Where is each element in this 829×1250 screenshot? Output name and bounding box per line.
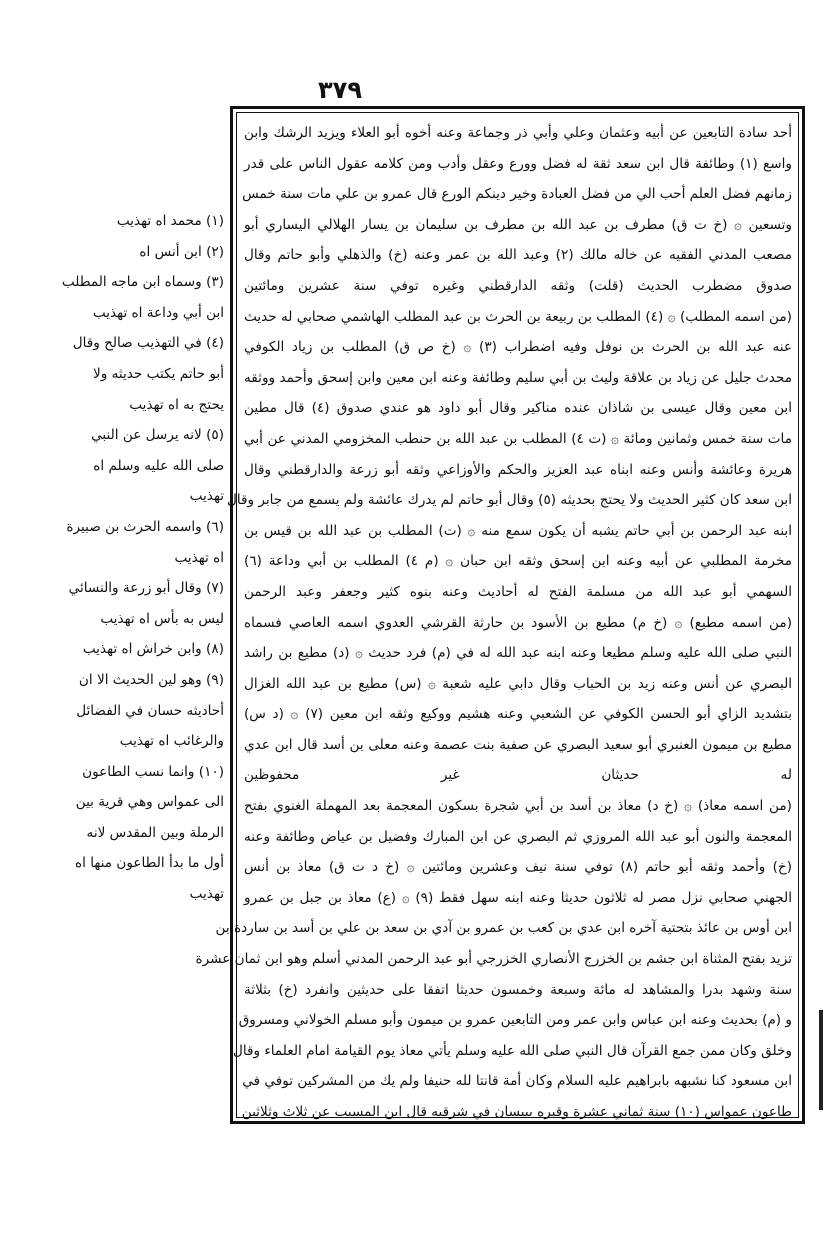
- main-text-line: مصعب المدني الفقيه عن خاله مالك (٢) وعبد الله بن عمر وعنه (خ) والذهلي وأبو حاتم وقال: [244, 247, 793, 264]
- main-text-line: بتشديد الزاي أبو الحسن الكوفي عن الشعبي وعنه هشيم ووكيع وثقه ابن معين (٧) ۞ (د س): [244, 706, 792, 723]
- footnote-line: والرغائب اه تهذيب: [119, 733, 224, 750]
- main-text-line: (من اسمه المطلب) ۞ (٤) المطلب بن ربيعة بن الحرث بن عبد المطلب الهاشمي صحابي له حديث: [244, 308, 792, 325]
- main-text-line: المعجمة والنون أبو عبد الله المروزي ثم البصري عن ابن المبارك وفضيل بن عياض وطائفة وعنه: [244, 828, 792, 845]
- main-text-line: أحد سادة التابعين عن أبيه وعثمان وعلي وأبي ذر وجماعة وعنه أخوه أبو العلاء ويزيد الرشك وابن: [244, 125, 792, 141]
- main-text-line: ابنه عبد الرحمن بن أبي حاتم يشبه أن يكون سمع منه ۞ (ت) المطلب بن عبد الله بن قيس بن: [244, 522, 792, 539]
- footnote-line: (١٠) وانما نسب الطاعون: [82, 763, 224, 780]
- footnote-line: (٦) واسمه الحرث بن صبيرة: [66, 518, 224, 535]
- main-text-line: محدث جليل عن زياد بن علاقة وليث بن أبي سليم وطائفة وعنه ابن معين وابن إسحق وأحمد ووثقه: [244, 369, 792, 386]
- footnote-line: ابن أبي وداعة اه تهذيب: [92, 304, 224, 321]
- footnote-line: (٣) وسماه ابن ماجه المطلب: [61, 274, 224, 291]
- footnote-line: أول ما بدأ الطاعون منها اه: [75, 855, 224, 872]
- footnote-line: (٩) وهو لين الحديث الا ان: [78, 671, 224, 688]
- main-text-line: سنة وشهد بدرا والمشاهد له مائة وسبعة وخمسون حديثا اتفقا على حديثين وانفرد (خ) بثلاثة: [244, 981, 792, 998]
- main-text-line: طاعون عمواس (١٠) سنة ثماني عشرة وقبره ببيسان في شرقيه قال ابن المسيب عن ثلاث وثلاثين: [241, 1104, 792, 1120]
- footnote-line: أحاديثه حسان في الفضائل: [76, 702, 224, 719]
- main-text-line: ابن مسعود كنا نشبهه بابراهيم عليه السلام وكان أمة قانتا لله حنيفا ولم يك من المشركين توفي في: [242, 1073, 792, 1090]
- main-text-line: ابن سعد كان كثير الحديث ولا يحتج بحديثه (٥) وقال أبو حاتم لم يدرك عائشة ولم يسمع من جابر وقال: [226, 492, 792, 509]
- main-text-line: (من اسمه مطيع) ۞ (خ م) مطيع بن الأسود بن حارثة القرشي العدوي اسمه العاصي فسماه: [244, 614, 792, 631]
- main-text-line: واسع (١) وطائفة قال ابن سعد ثقة له فضل وورع وعقل وأدب ومن كلامه عقول الناس على قدر: [244, 155, 793, 172]
- main-text-line: مطيع بن ميمون العنبري أبو سعيد البصري عن صفية بنت عصمة وعنه معلى بن أسد قال ابن عدي: [244, 736, 792, 753]
- main-text-line: وخلق وكان ممن جمع القرآن قال النبي صلى الله عليه وسلم يأتي معاذ يوم القيامة امام العلماء وقال: [233, 1042, 792, 1059]
- main-text-line: البصري عن أنس وعنه زيد بن الحباب وقال دابي عليه شعبة ۞ (س) مطيع بن عبد الله الغزال: [244, 675, 792, 692]
- main-text-line: و (م) بحديث وعنه ابن عباس وابن عمر ومن التابعين عمرو بن ميمون وأبو مسلم الخولاني ومسروق: [238, 1012, 792, 1029]
- main-text-line: (خ) وأحمد وثقه أبو حاتم (٨) توفي سنة نيف وعشرين ومائتين ۞ (خ د ت ق) معاذ بن أنس: [244, 859, 793, 876]
- footnote-line: (٧) وقال أبو زرعة والنسائي: [68, 580, 224, 597]
- footnote-line: (٢) ابن أنس اه: [139, 243, 224, 260]
- page-number: ٣٧٩: [318, 76, 362, 104]
- footnote-line: يحتج به اه تهذيب: [129, 396, 224, 413]
- main-text-line: عنه عبد الله بن الحرث بن نوفل وفيه اضطراب (٣) ۞ (خ ص ق) المطلب بن زياد الكوفي: [244, 339, 792, 356]
- footnote-line: ليس به بأس اه تهذيب: [100, 610, 224, 627]
- main-text-line: تزيد بفتح المثناة ابن جشم بن الخزرج الأنصاري الخزرجي أبو عبد الرحمن المدني أسلم وهو ابن ثمان عشرة: [195, 951, 792, 968]
- main-text-line: السهمي أبو عبد الله من مسلمة الفتح له أحاديث وعنه بنوه كثير وجعفر وعبد الرحمن: [244, 583, 792, 600]
- main-text-line: زمانهم فضل العلم أحب الي من فضل العبادة وخير دينكم الورع قال عمرو بن علي مات سنة خمس: [242, 186, 792, 203]
- main-text-line: مخرمة المطلبي عن أبيه وعنه ابن إسحق وثقه ابن حبان ۞ (م ٤) المطلب بن أبي وداعة (٦): [244, 553, 792, 570]
- main-text-line: وتسعين ۞ (خ ت ق) مطرف بن عبد الله بن مطرف بن سليمان بن يسار الهلالي اليساري أبو: [244, 216, 792, 233]
- footnote-line: تهذيب: [189, 886, 224, 903]
- main-text-line: الجهني صحابي نزل مصر له ثلاثون حديثا وعنه ابنه سهل فقط (٩) ۞ (ع) معاذ بن جبل بن عمرو: [244, 889, 792, 906]
- main-text-line: النبي صلى الله عليه وسلم مطيعا وعنه ابنه عبد الله له في (م) فرد حديث ۞ (د) مطيع بن راشد: [244, 645, 792, 662]
- footnote-line: صلى الله عليه وسلم اه: [93, 457, 224, 474]
- main-text-line: هريرة وعائشة وأنس وعنه ابناه عبد العزيز والحكم والأوزاعي وثقه أبو زرعة والدارقطني وقال: [244, 461, 792, 478]
- main-text-line: ابن أوس بن عائذ بتحتية آخره ابن عدي بن كعب بن عمرو بن آدي بن سعد بن علي بن أسد بن ساردة بن: [215, 920, 792, 937]
- footnote-line: الى عمواس وهي قرية بين: [75, 794, 224, 811]
- main-text-line: مات سنة خمس وثمانين ومائة ۞ (ت ٤) المطلب بن عبد الله بن حنطب المخزومي المدني عن أبي: [244, 430, 792, 447]
- footnote-line: (٤) في التهذيب صالح وقال: [72, 335, 224, 352]
- footnote-line: اه تهذيب: [174, 549, 224, 566]
- scan-edge-mark: [819, 1010, 823, 1110]
- main-text-line: (من اسمه معاذ) ۞ (خ د) معاذ بن أسد بن أبي شجرة بسكون المعجمة بعد المهملة الغنوي بفتح: [244, 798, 792, 815]
- footnote-line: الرملة وبين المقدس لانه: [86, 824, 224, 841]
- main-text-line: صدوق مضطرب الحديث (قلت) وثقه الدارقطني وغيره توفي سنة عشرين ومائتين: [244, 277, 792, 294]
- footnote-line: أبو حاتم يكتب حديثه ولا: [92, 365, 224, 382]
- main-text-line: له حديثان غير محفوظين: [244, 767, 792, 784]
- footnotes-margin: [6, 206, 224, 903]
- footnote-line: (٥) لانه يرسل عن النبي: [91, 427, 224, 444]
- main-text-line: ابن معين وقال عيسى بن شاذان عنده مناكير وقال أبو داود هو عندي صدوق (٤) قال مطين: [244, 400, 792, 417]
- footnote-line: (٨) وابن خراش اه تهذيب: [82, 641, 224, 658]
- footnote-line: (١) محمد اه تهذيب: [116, 213, 224, 229]
- footnote-line: تهذيب: [189, 488, 224, 505]
